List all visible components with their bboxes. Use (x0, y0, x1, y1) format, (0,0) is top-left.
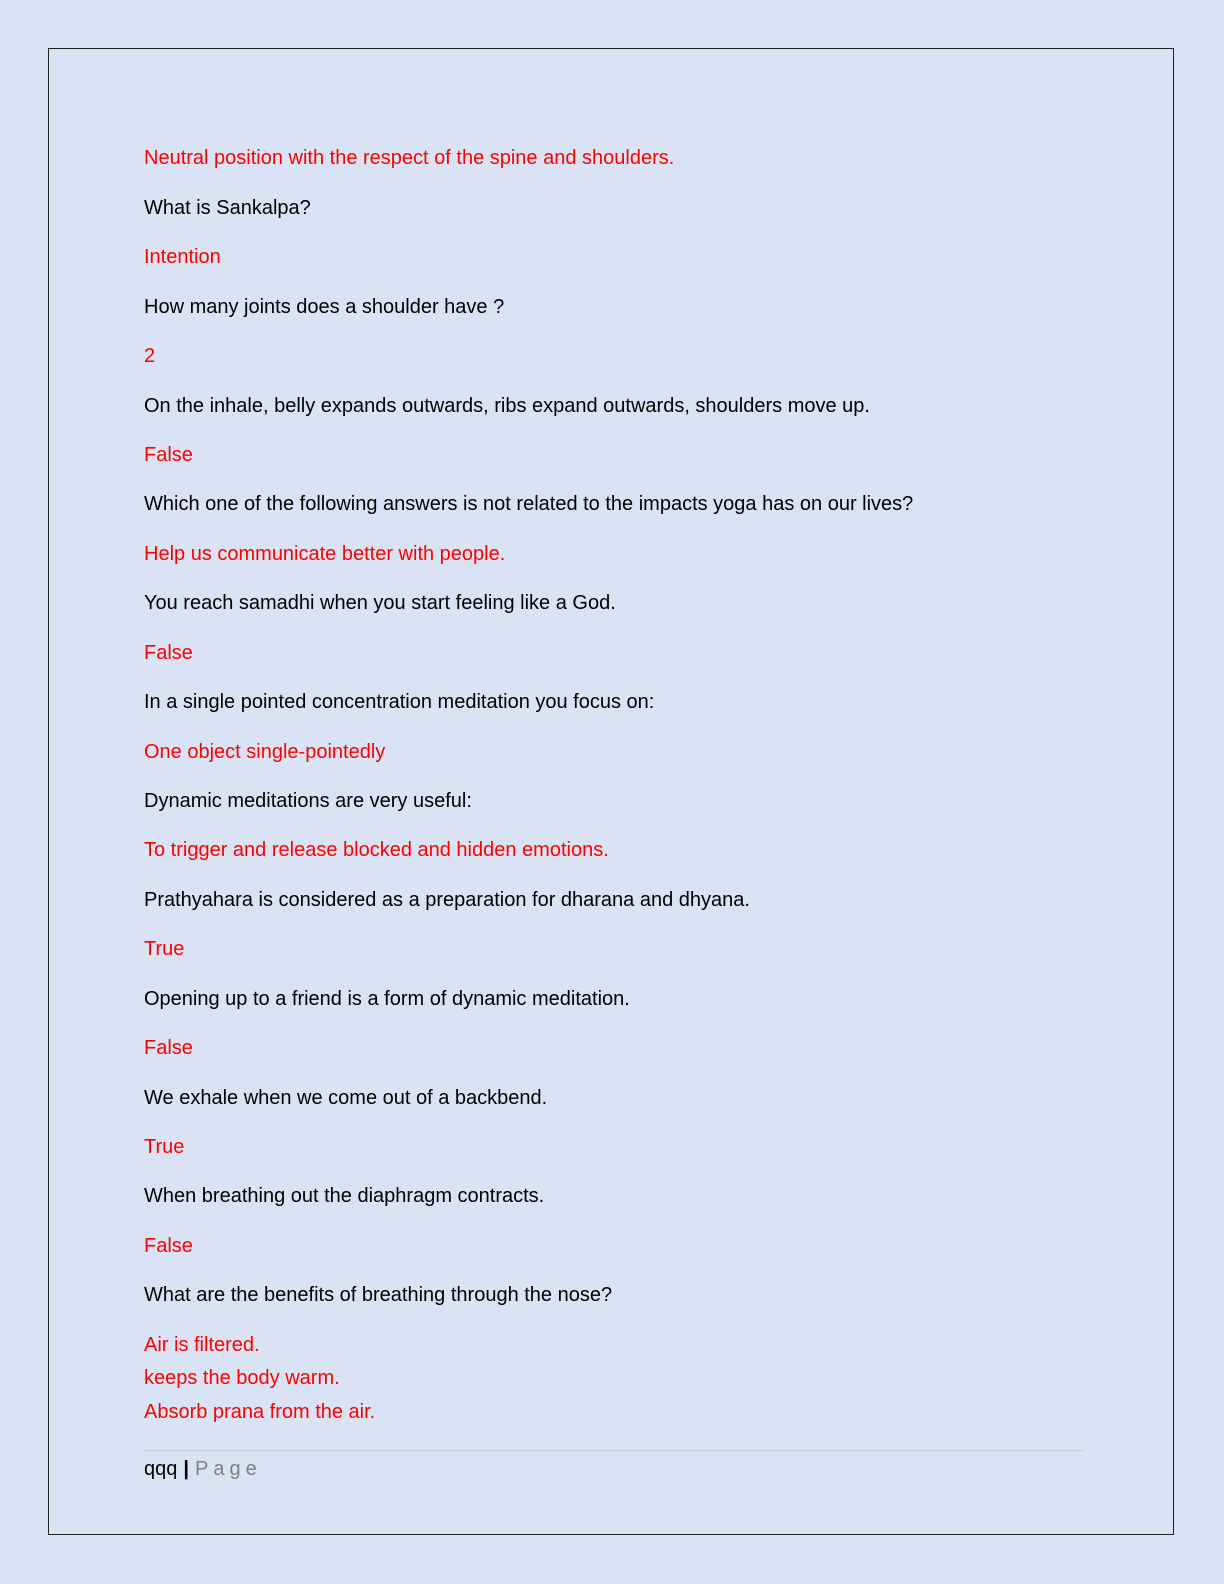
question-line: How many joints does a shoulder have ? (144, 296, 505, 318)
question-line: We exhale when we come out of a backbend. (144, 1087, 548, 1109)
answer-line: True (144, 938, 185, 960)
answer-line: False (144, 642, 193, 664)
page-label: Page (194, 1458, 262, 1480)
answer-line: Help us communicate better with people. (144, 543, 506, 565)
question-line: In a single pointed concentration meditation you focus on: (144, 691, 655, 713)
answer-line: True (144, 1136, 185, 1158)
question-line: Opening up to a friend is a form of dynamic meditation. (144, 988, 630, 1010)
answer-line: keeps the body warm. (144, 1367, 340, 1389)
answer-line: 2 (144, 345, 156, 367)
answer-line: Air is filtered. (144, 1334, 260, 1356)
page-footer (144, 1456, 262, 1482)
question-line: What are the benefits of breathing through the nose? (144, 1284, 613, 1306)
question-line: When breathing out the diaphragm contracts. (144, 1185, 545, 1207)
question-line: What is Sankalpa? (144, 197, 311, 219)
question-line: Which one of the following answers is not related to the impacts yoga has on our lives? (144, 493, 914, 515)
answer-line: False (144, 444, 193, 466)
answer-line: False (144, 1235, 193, 1257)
question-line: On the inhale, belly expands outwards, ribs expand outwards, shoulders move up. (144, 395, 870, 417)
page-number: qqq (144, 1458, 178, 1480)
question-line: Dynamic meditations are very useful: (144, 790, 472, 812)
question-line: You reach samadhi when you start feeling like a God. (144, 592, 616, 614)
answer-line: One object single-pointedly (144, 741, 386, 763)
question-line: Prathyahara is considered as a preparation for dharana and dhyana. (144, 889, 750, 911)
footer-divider (144, 1450, 1084, 1451)
answer-line: Intention (144, 246, 221, 268)
footer-separator: | (183, 1458, 189, 1480)
answer-line: Neutral position with the respect of the spine and shoulders. (144, 147, 675, 169)
answer-line: Absorb prana from the air. (144, 1401, 376, 1423)
answer-line: False (144, 1037, 193, 1059)
answer-line: To trigger and release blocked and hidden emotions. (144, 839, 609, 861)
